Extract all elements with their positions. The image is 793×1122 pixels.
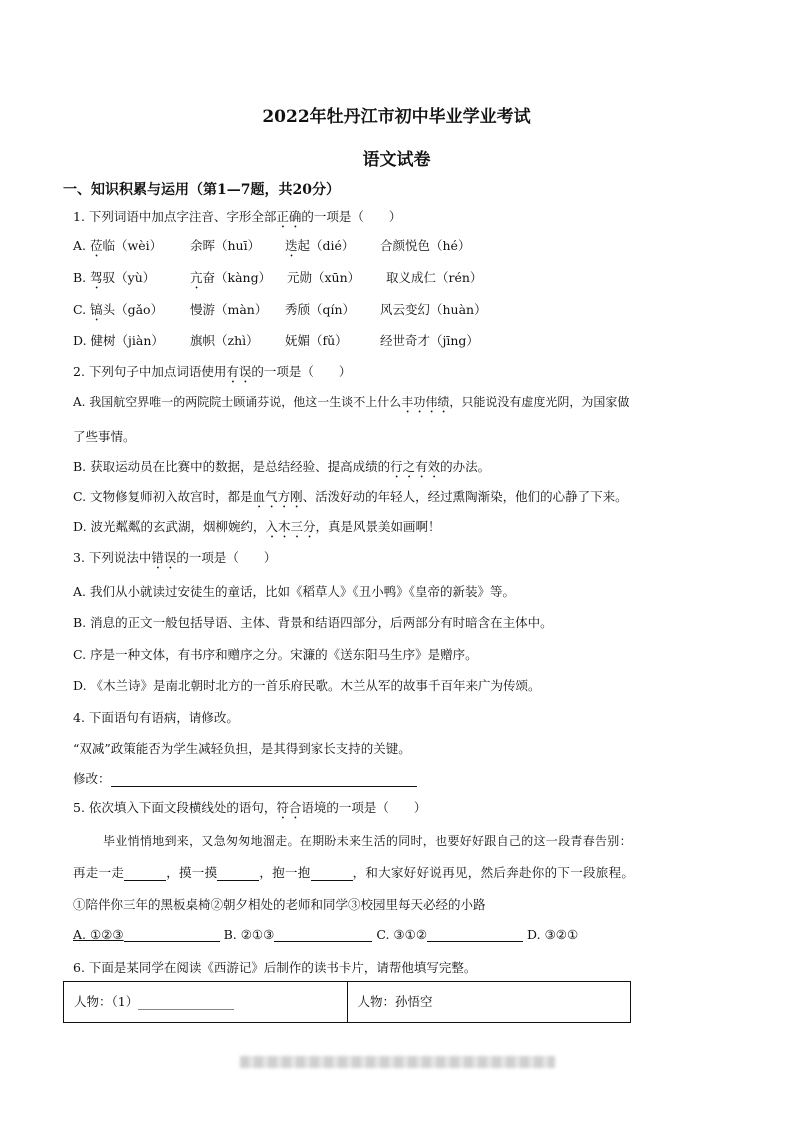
blurred-watermark [240,1056,555,1068]
q5-option-a: A. ①②③ [73,927,124,942]
q5-option-b: B. ②①③ [223,927,275,942]
page-title: 2022年牡丹江市初中毕业学业考试 [262,107,531,127]
q1-option-c-3: 秀颀（qín） [285,302,356,317]
q1-option-c-2: 慢游（màn） [190,302,268,317]
q4-answer-blank[interactable] [111,772,417,787]
question-6-stem: 6. 下面是某同学在阅读《西游记》后制作的读书卡片，请帮他填写完整。 [73,960,477,975]
q1-option-b-4: 取义成仁（rén） [386,270,483,285]
q1-option-a-4: 合颜悦色（hé） [380,238,471,253]
q1-option-d-3: 妩媚（fǔ） [285,333,348,348]
q3-option-b: B. 消息的正文一般包括导语、主体、背景和结语四部分，后两部分有时暗含在主体中。 [73,615,553,630]
q1-option-b-2: 亢奋（kàng） [190,270,272,285]
reading-card-cell-1: 人物：（1） [64,982,347,1022]
q1-option-c-4: 风云变幻（huàn） [380,302,487,317]
q5-blank-1[interactable] [124,866,166,881]
question-1-stem: 1. 下列词语中加点字注音、字形全部正确的一项是（ ） [73,209,402,224]
section-heading: 一、知识积累与运用（第1—7题，共20分） [63,182,340,198]
q1-option-d: D. 健树（jiàn） [73,333,164,348]
q3-option-d: D. 《木兰诗》是南北朝时北方的一首乐府民歌。木兰从军的故事千百年来广为传颂。 [73,678,541,693]
q1-option-d-2: 旗帜（zhì） [190,333,259,348]
q1-option-a-2: 余晖（huī） [190,238,261,253]
q5-passage-line2: 再走一走 ，摸一摸 ，抱一抱 ，和大家好好说再见，然后奔赴你的下一段旅程。 [73,865,635,880]
q1-option-a: A. 莅临（wèi） [73,238,163,253]
q2-option-d: D. 波光粼粼的玄武湖，烟柳婉约，入木三分，真是风景美如画啊！ [73,519,441,534]
question-3-stem: 3. 下列说法中错误的一项是（ ） [73,550,277,565]
q2-option-c: C. 文物修复师初入故宫时，都是血气方刚、活泼好动的年轻人，经过熏陶渐染，他们的心静了下来。 [73,489,628,504]
q3-option-a: A. 我们从小就读过安徒生的童话，比如《稻草人》《丑小鸭》《皇帝的新装》等。 [73,584,515,599]
page-subtitle: 语文试卷 [362,150,431,170]
question-2-stem: 2. 下列句子中加点词语使用有误的一项是（ ） [73,364,352,379]
q5-blank-2[interactable] [217,866,259,881]
reading-card-table [63,981,631,1023]
q2-option-b: B. 获取运动员在比赛中的数据，是总结经验、提高成绩的行之有效的办法。 [73,459,491,474]
q5-option-c: C. ③①② [376,927,428,942]
q1-option-d-4: 经世奇才（jīng） [380,333,479,348]
q1-option-c: C. 镐头（gǎo） [73,302,164,317]
question-5-stem: 5. 依次填入下面文段横线处的语句，符合语境的一项是（ ） [73,800,427,815]
q3-option-c: C. 序是一种文体，有书序和赠序之分。宋濂的《送东阳马生序》是赠序。 [73,647,478,662]
q6-blank-1[interactable] [138,995,234,1010]
q2-option-a: A. 我国航空界唯一的两院院士顾诵芬说，他这一生谈不上什么丰功伟绩，只能说没有虚度光阴，为国家做 [73,395,630,409]
q4-fix-line: 修改： [73,769,417,787]
q5-option-d: D. ③②① [527,927,579,942]
q2-option-a-cont: 了些事情。 [73,429,136,444]
q1-option-b-3: 元勋（xūn） [287,270,361,285]
q5-blank-3[interactable] [311,866,353,881]
q1-option-a-3: 迭起（dié） [285,238,355,253]
q1-option-b: B. 驾驭（yù） [73,270,156,285]
question-4-stem: 4. 下面语句有语病，请修改。 [73,710,239,725]
reading-card-cell-2: 人物：孙悟空 [347,982,631,1022]
q5-options [73,927,578,942]
q5-items: ①陪伴你三年的黑板桌椅②朝夕相处的老师和同学③校园里每天必经的小路 [73,897,486,912]
q4-sentence: “双减”政策能否为学生减轻负担，是其得到家长支持的关键。 [73,741,411,756]
q5-passage-line1: 毕业悄悄地到来，又急匆匆地溜走。在期盼未来生活的同时，也要好好跟自己的这一段青春告别： [103,834,632,848]
